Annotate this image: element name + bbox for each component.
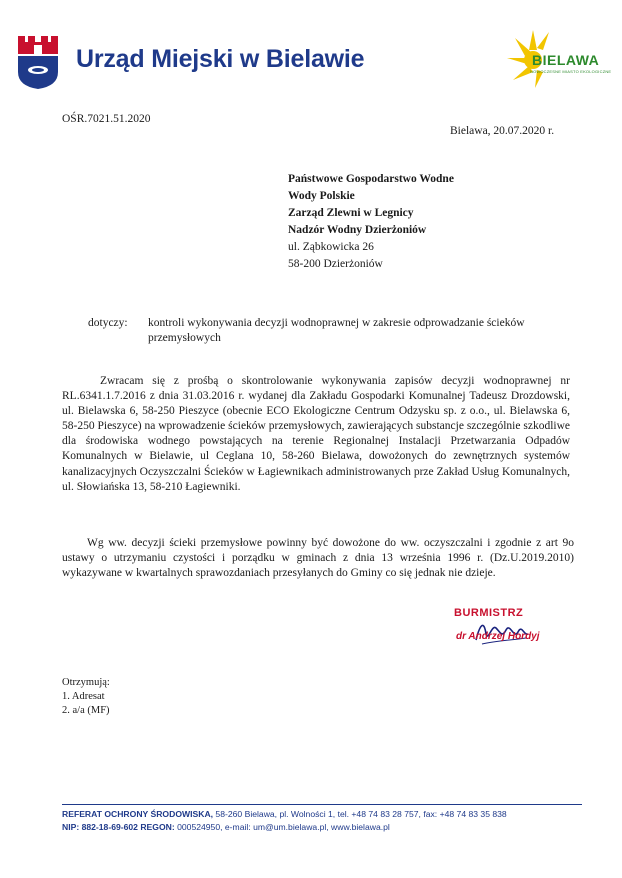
footer-email-web: 000524950, e-mail: um@um.bielawa.pl, www.bielawa.pl <box>174 822 390 832</box>
footer-contact: 58-260 Bielawa, pl. Wolności 1, tel. +48 74 83 28 757, fax: +48 74 83 35 838 <box>213 809 507 819</box>
recipient-line: ul. Ząbkowicka 26 <box>288 241 374 253</box>
recipient-line: 58-200 Dzierżoniów <box>288 258 383 270</box>
reference-number: OŚR.7021.51.2020 <box>62 113 151 125</box>
recipient-line: Wody Polskie <box>288 190 355 202</box>
distribution-label: Otrzymują: <box>62 677 110 688</box>
footer-ids <box>62 822 390 832</box>
footer-divider <box>62 804 582 805</box>
body-paragraph: Wg ww. decyzji ścieki przemysłowe powinny być dowożone do ww. oczyszczalni i zgodnie z art 9o ustawy o utrzymaniu czystości i porządku w gminach z dnia 13 września 1996 r. (Dz.U.2019.2010) wykazywane w kwartalnych sprawozdaniach przesyłanych do Gminy co się jednak nie dzieje. <box>62 537 574 580</box>
subject-text: przemysłowych <box>148 332 221 344</box>
city-crest-logo <box>16 34 60 90</box>
signatory-name: dr Andrzej Hordyj <box>456 631 540 642</box>
distribution-item: 2. a/a (MF) <box>62 705 110 716</box>
logo-tagline: NOWOCZESNE MIASTO EKOLOGICZNE <box>530 69 612 74</box>
place-date: Bielawa, 20.07.2020 r. <box>450 125 555 137</box>
recipient-line: Nadzór Wodny Dzierżoniów <box>288 224 427 236</box>
signature-title: BURMISTRZ <box>454 607 524 619</box>
footer-address <box>62 809 507 819</box>
office-name: Urząd Miejski w Bielawie <box>76 45 365 73</box>
subject-label: dotyczy: <box>88 317 128 329</box>
subject-text: kontroli wykonywania decyzji wodnoprawnej w zakresie odprowadzanie ścieków <box>148 317 525 329</box>
recipient-line: Państwowe Gospodarstwo Wodne <box>288 173 454 185</box>
logo-wordmark: BIELAWA <box>532 52 600 68</box>
footer-department: REFERAT OCHRONY ŚRODOWISKA, <box>62 809 214 819</box>
body-paragraph: Zwracam się z prośbą o skontrolowanie wykonywania zapisów decyzji wodnoprawnej nr RL.6341.1.7.2016 z dnia 31.03.2016 r. wydanej dla Zakładu Gospodarki Komunalnej Tadeusz Drozdowski, ul. Bielawska 6, 58-250 Pieszyce (obecnie ECO Ekologiczne Centrum Odzysku sp. z o.o., ul. Bielawska 6, 58-250 Pieszyce) na wprowadzenie ścieków przemysłowych, zawierających substancje szczególnie szkodliwe dla środowiska wodnego powstających na terenie Regionalnej Instalacji Przetwarzania Odpadów Komunalnych w Bielawie, ul Ceglana 10, 58-260 Bielawa, dowożonych do zewnętrznych systemów kanalizacyjnych Oczyszczalni Ścieków w Łagiewnikach administrowanych prze Zakład Usług Komunalnych, ul. Słowiańska 13, 58-210 Łagiewniki. <box>62 375 570 493</box>
recipient-line: Zarząd Zlewni w Legnicy <box>288 207 414 219</box>
footer-tax-ids: NIP: 882-18-69-602 REGON: <box>62 822 175 832</box>
distribution-item: 1. Adresat <box>62 691 105 702</box>
